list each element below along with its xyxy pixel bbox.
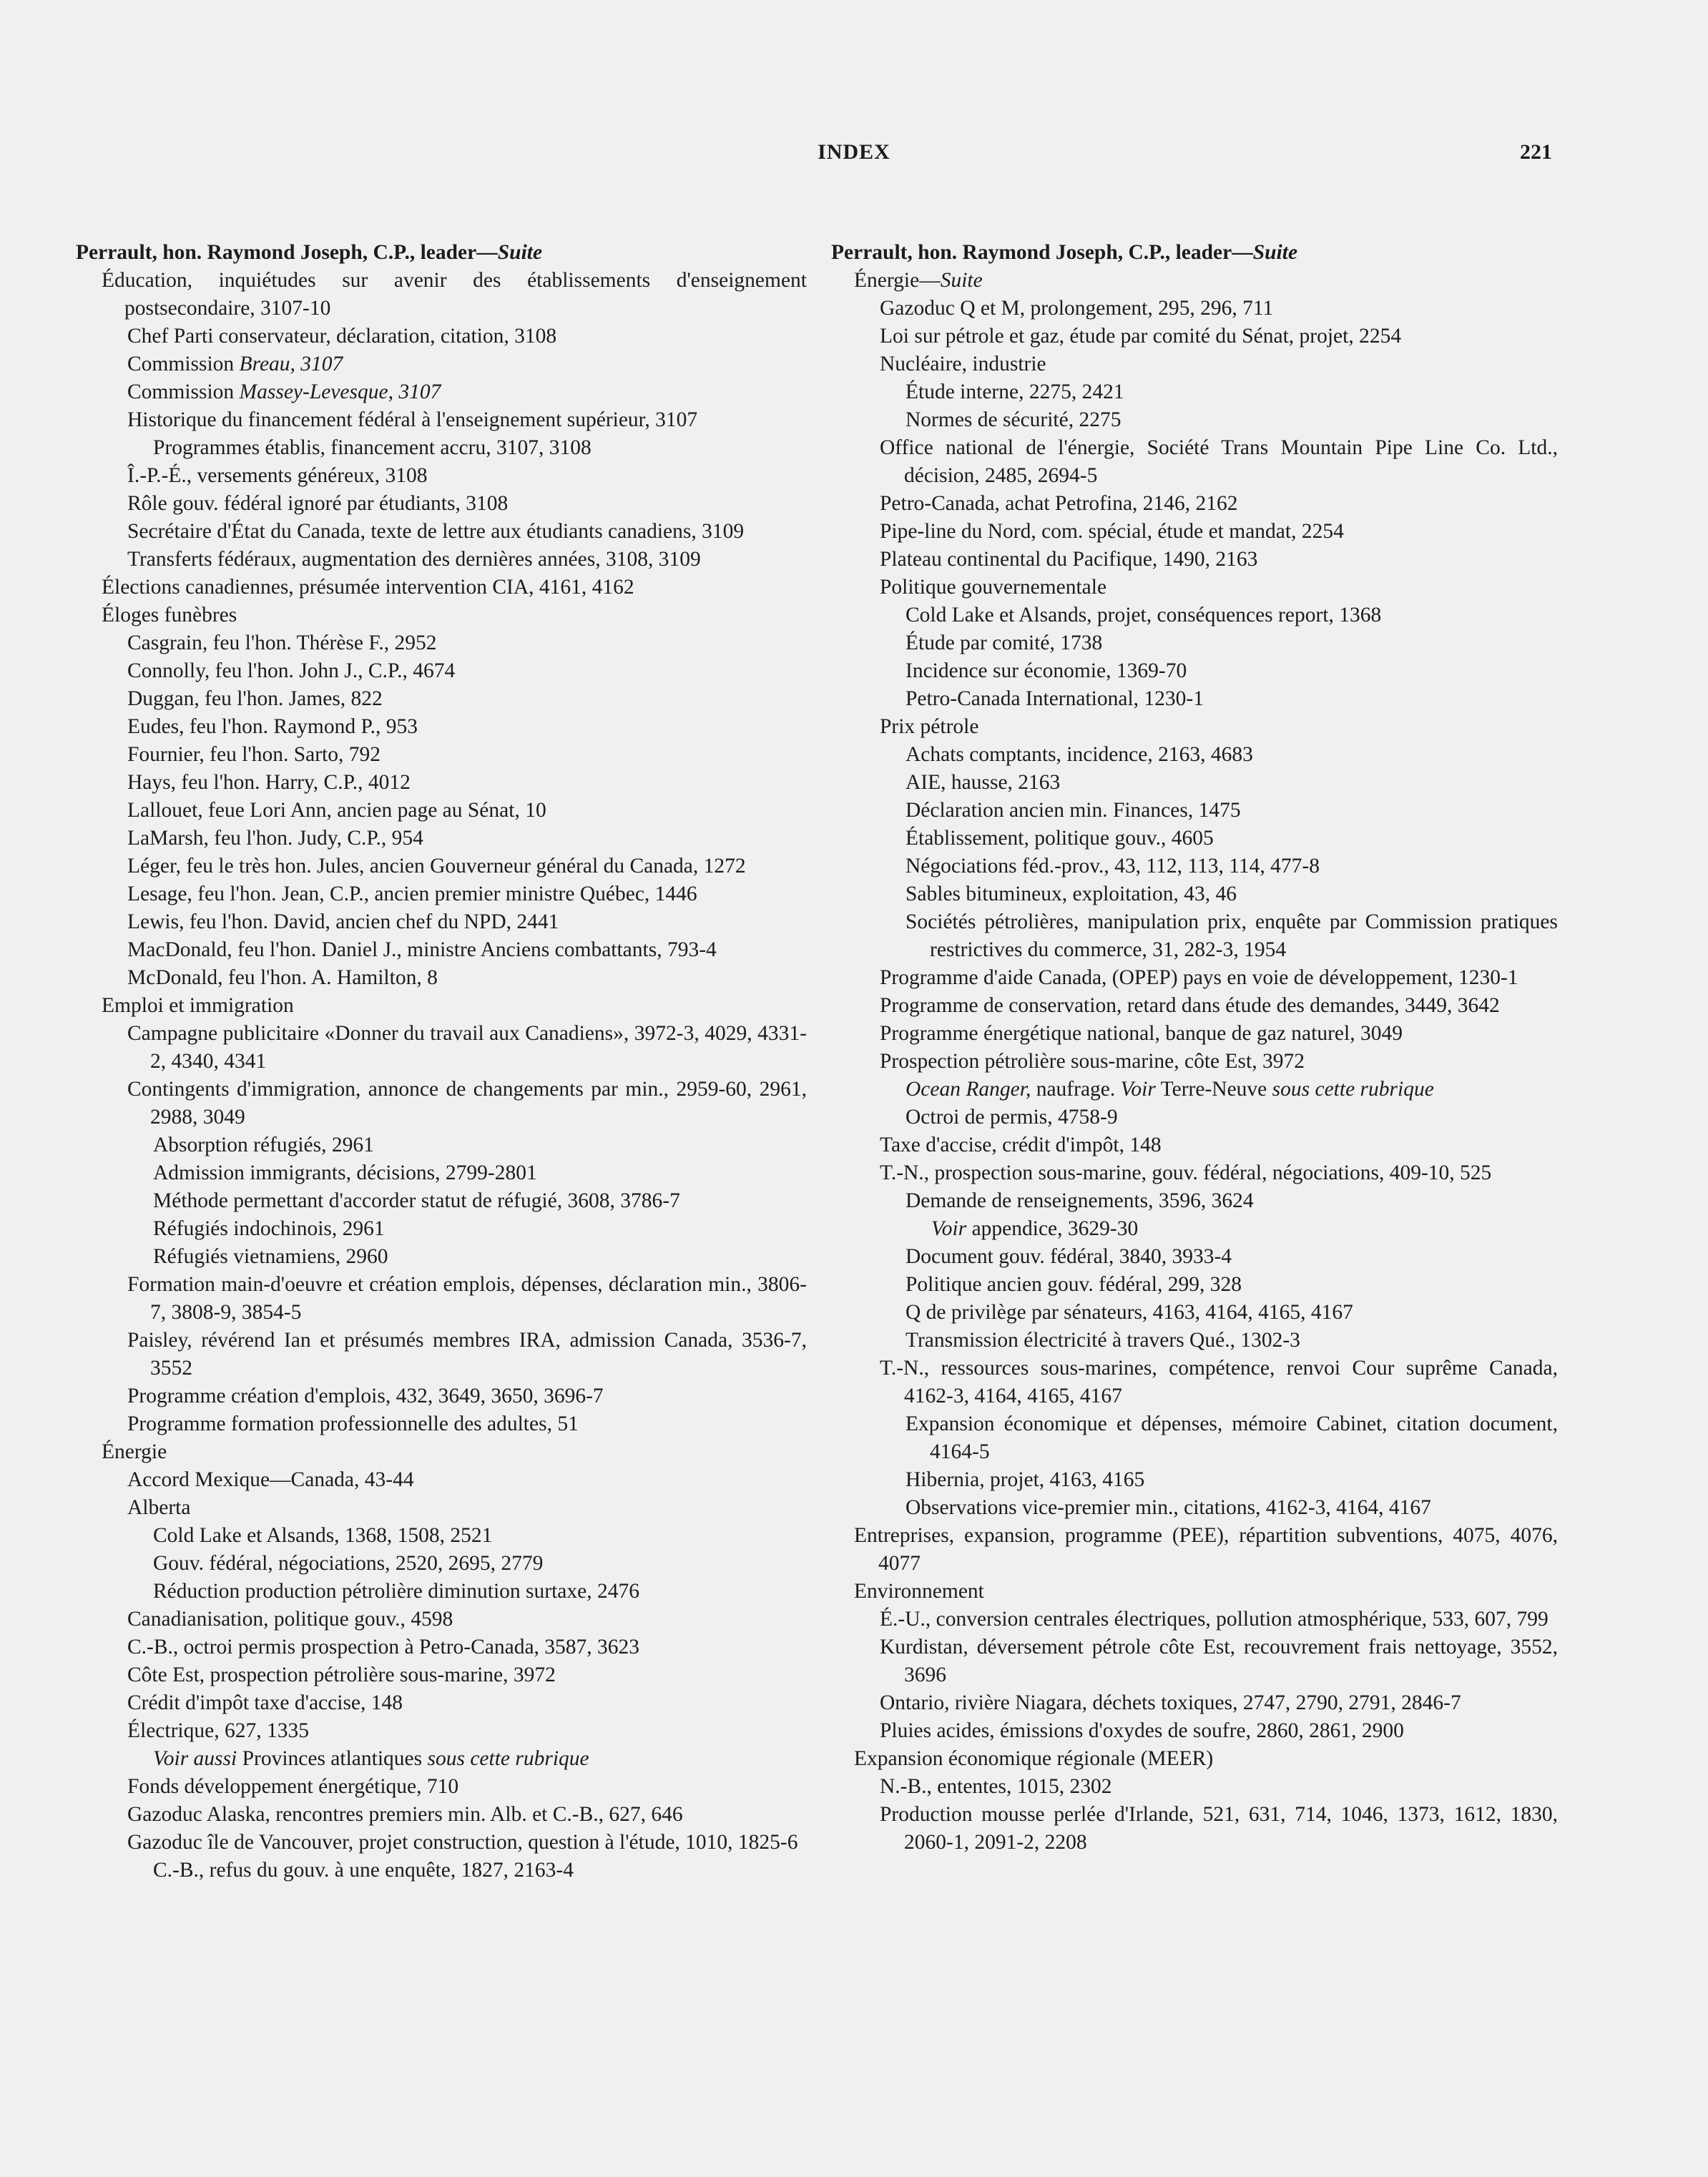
index-entry [831, 713, 1558, 741]
index-entry [831, 1271, 1558, 1299]
entry-text: Établissement, politique gouv., 4605 [905, 827, 1214, 850]
index-entry [831, 1076, 1558, 1104]
entry-suffix: sous cette rubrique [427, 1747, 589, 1770]
entry-text: Admission immigrants, décisions, 2799-2801 [153, 1161, 537, 1184]
entry-text: Commission [127, 380, 240, 403]
index-column-left [76, 239, 807, 1884]
entry-text: Historique du financement fédéral à l'enseignement supérieur, 3107 [127, 408, 698, 431]
entry-suffix: Suite [1252, 241, 1298, 264]
index-entry [76, 1717, 807, 1745]
entry-text: Cold Lake et Alsands, projet, conséquences report, 1368 [905, 604, 1382, 626]
index-entry [76, 574, 807, 601]
index-entry [831, 378, 1558, 406]
index-entry [76, 880, 807, 908]
index-entry [76, 1522, 807, 1550]
index-entry [76, 1076, 807, 1131]
index-entry [76, 825, 807, 852]
index-entry [76, 685, 807, 713]
entry-text: Prix pétrole [880, 715, 979, 738]
index-entry [831, 574, 1558, 601]
index-entry [831, 546, 1558, 574]
entry-text: Perrault, hon. Raymond Joseph, C.P., leader— [76, 241, 498, 264]
page-header [0, 140, 1708, 176]
index-entry [831, 601, 1558, 629]
entry-text: Production mousse perlée d'Irlande, 521, 631, 714, 1046, 1373, 1612, 1830, 2060-1, 2091-2, 2208 [880, 1803, 1558, 1854]
entry-text: Éducation, inquiétudes sur avenir des établissements d'enseignement postsecondaire, 3107-10 [102, 269, 807, 320]
entry-text: Étude par comité, 1738 [905, 632, 1103, 654]
entry-text: Gouv. fédéral, négociations, 2520, 2695, 2779 [153, 1552, 544, 1575]
entry-suffix: Suite [940, 269, 983, 292]
index-entry [831, 908, 1558, 964]
entry-text: T.-N., prospection sous-marine, gouv. fédéral, négociations, 409-10, 525 [880, 1161, 1492, 1184]
index-entry [831, 406, 1558, 434]
index-entry [831, 769, 1558, 797]
index-entry [76, 769, 807, 797]
index-entry [831, 1243, 1558, 1271]
index-entry [831, 1606, 1558, 1633]
entry-text: Politique ancien gouv. fédéral, 299, 328 [905, 1273, 1242, 1296]
index-entry [831, 1494, 1558, 1522]
entry-text: Commission [127, 353, 240, 375]
entry-text: Chef Parti conservateur, déclaration, citation, 3108 [127, 325, 557, 348]
index-entry [76, 490, 807, 518]
index-entry [76, 1578, 807, 1606]
entry-text: Prospection pétrolière sous-marine, côte Est, 3972 [880, 1050, 1305, 1073]
entry-suffix: Breau, 3107 [239, 353, 343, 375]
entry-text: C.-B., octroi permis prospection à Petro-Canada, 3587, 3623 [127, 1636, 640, 1658]
entry-text: Octroi de permis, 4758-9 [905, 1106, 1118, 1129]
entry-text: Programmes établis, financement accru, 3107, 3108 [153, 436, 592, 459]
entry-text: Politique gouvernementale [880, 576, 1107, 599]
entry-text: Lewis, feu l'hon. David, ancien chef du NPD, 2441 [127, 910, 559, 933]
index-entry [76, 1215, 807, 1243]
index-entry [76, 713, 807, 741]
index-entry [76, 964, 807, 992]
index-entry [76, 1243, 807, 1271]
entry-text: Pipe-line du Nord, com. spécial, étude et mandat, 2254 [880, 520, 1344, 543]
entry-text: Perrault, hon. Raymond Joseph, C.P., leader— [831, 241, 1253, 264]
entry-text: Programme formation professionnelle des adultes, 51 [127, 1412, 579, 1435]
index-entry [831, 1578, 1558, 1606]
entry-text: Hibernia, projet, 4163, 4165 [905, 1468, 1145, 1491]
index-entry [76, 378, 807, 406]
index-entry [831, 825, 1558, 852]
index-entry [76, 601, 807, 629]
entry-text: Sables bitumineux, exploitation, 43, 46 [905, 883, 1237, 905]
entry-text: Lallouet, feue Lori Ann, ancien page au Sénat, 10 [127, 799, 546, 822]
index-entry [76, 1494, 807, 1522]
index-entry [76, 1410, 807, 1438]
index-column-right [831, 239, 1558, 1857]
entry-text: Q de privilège par sénateurs, 4163, 4164, 4165, 4167 [905, 1301, 1353, 1324]
entry-text: Expansion économique régionale (MEER) [854, 1747, 1214, 1770]
entry-mid: Voir [1120, 1078, 1156, 1101]
entry-text: Connolly, feu l'hon. John J., C.P., 4674 [127, 659, 456, 682]
entry-text: Programme création d'emplois, 432, 3649, 3650, 3696-7 [127, 1385, 604, 1407]
index-entry [831, 518, 1558, 546]
index-entry [831, 1689, 1558, 1717]
entry-text: Document gouv. fédéral, 3840, 3933-4 [905, 1245, 1232, 1268]
entry-prefix: Voir aussi [153, 1747, 237, 1770]
index-entry [831, 1717, 1558, 1745]
entry-text: Transferts fédéraux, augmentation des dernières années, 3108, 3109 [127, 548, 701, 571]
entry-text: appendice, 3629-30 [966, 1217, 1139, 1240]
index-entry [76, 267, 807, 323]
entry-text: Formation main-d'oeuvre et création emplois, dépenses, déclaration min., 3806-7, 3808-9, 3854-5 [127, 1273, 807, 1324]
entry-text: Éloges funèbres [102, 604, 237, 626]
entry-text: Programme de conservation, retard dans étude des demandes, 3449, 3642 [880, 994, 1500, 1017]
index-entry [76, 1327, 807, 1382]
entry-suffix: Massey-Levesque, 3107 [239, 380, 441, 403]
index-entry [76, 908, 807, 936]
entry-text: Canadianisation, politique gouv., 4598 [127, 1608, 453, 1631]
index-entry [76, 1550, 807, 1578]
entry-text: Provinces atlantiques [237, 1747, 428, 1770]
entry-suffix: sous cette rubrique [1272, 1078, 1434, 1101]
entry-text: McDonald, feu l'hon. A. Hamilton, 8 [127, 966, 438, 989]
index-entry [831, 852, 1558, 880]
index-entry [831, 1466, 1558, 1494]
entry-text: Office national de l'énergie, Société Trans Mountain Pipe Line Co. Ltd., décision, 2485, 2694-5 [880, 436, 1558, 487]
index-entry [76, 1382, 807, 1410]
index-entry [76, 992, 807, 1020]
index-entry [831, 1327, 1558, 1355]
entry-text: Cold Lake et Alsands, 1368, 1508, 2521 [153, 1524, 493, 1547]
page-title: INDEX [818, 140, 890, 164]
index-entry [76, 350, 807, 378]
index-entry [76, 1606, 807, 1633]
index-entry [76, 1829, 807, 1857]
index-entry [831, 657, 1558, 685]
entry-text: Emploi et immigration [102, 994, 294, 1017]
entry-text: Crédit d'impôt taxe d'accise, 148 [127, 1691, 403, 1714]
entry-text: MacDonald, feu l'hon. Daniel J., ministre Anciens combattants, 793-4 [127, 938, 717, 961]
entry-text: Taxe d'accise, crédit d'impôt, 148 [880, 1134, 1162, 1156]
index-entry [76, 629, 807, 657]
index-entry [831, 741, 1558, 769]
index-entry [76, 518, 807, 546]
index-entry [831, 1773, 1558, 1801]
entry-text: Expansion économique et dépenses, mémoire Cabinet, citation document, 4164-5 [905, 1412, 1558, 1463]
index-entry [76, 1131, 807, 1159]
entry-text: Loi sur pétrole et gaz, étude par comité du Sénat, projet, 2254 [880, 325, 1402, 348]
entry-text: Fournier, feu l'hon. Sarto, 792 [127, 743, 381, 766]
entry-text: Déclaration ancien min. Finances, 1475 [905, 799, 1241, 822]
entry-text: Paisley, révérend Ian et présumés membres IRA, admission Canada, 3536-7, 3552 [127, 1329, 807, 1380]
index-entry [831, 992, 1558, 1020]
index-entry [76, 434, 807, 462]
index-entry [831, 1020, 1558, 1048]
index-entry [831, 434, 1558, 490]
entry-prefix: Voir [931, 1217, 967, 1240]
index-entry [831, 1048, 1558, 1076]
entry-text: Électrique, 627, 1335 [127, 1719, 309, 1742]
index-entry [831, 1187, 1558, 1215]
entry-text: Gazoduc Alaska, rencontres premiers min. Alb. et C.-B., 627, 646 [127, 1803, 683, 1826]
entry-text: Entreprises, expansion, programme (PEE), répartition subventions, 4075, 4076, 4077 [854, 1524, 1558, 1575]
entry-text: Étude interne, 2275, 2421 [905, 380, 1124, 403]
entry-text: Contingents d'immigration, annonce de changements par min., 2959-60, 2961, 2988, 3049 [127, 1078, 807, 1129]
index-entry [831, 964, 1558, 992]
entry-text: Méthode permettant d'accorder statut de réfugié, 3608, 3786-7 [153, 1189, 680, 1212]
index-entry [76, 1187, 807, 1215]
entry-text: Énergie— [854, 269, 941, 292]
entry-text: Pluies acides, émissions d'oxydes de soufre, 2860, 2861, 2900 [880, 1719, 1404, 1742]
index-entry [831, 323, 1558, 350]
index-entry [76, 1801, 807, 1829]
index-entry [76, 1773, 807, 1801]
entry-text: Sociétés pétrolières, manipulation prix, enquête par Commission pratiques restrictives du commerce, 31, 282-3, 1954 [905, 910, 1558, 961]
entry-text: naufrage. [1031, 1078, 1121, 1101]
index-entry [76, 1438, 807, 1466]
entry-prefix: Ocean Ranger, [905, 1078, 1031, 1101]
index-entry [831, 1633, 1558, 1689]
entry-text: Secrétaire d'État du Canada, texte de lettre aux étudiants canadiens, 3109 [127, 520, 745, 543]
index-entry [76, 741, 807, 769]
index-entry [76, 1020, 807, 1076]
entry-text: Transmission électricité à travers Qué., 1302-3 [905, 1329, 1300, 1352]
entry-text: Réfugiés indochinois, 2961 [153, 1217, 385, 1240]
index-entry [831, 1355, 1558, 1410]
entry-text: Demande de renseignements, 3596, 3624 [905, 1189, 1254, 1212]
entry-text: Lesage, feu l'hon. Jean, C.P., ancien premier ministre Québec, 1446 [127, 883, 697, 905]
entry-text: T.-N., ressources sous-marines, compétence, renvoi Cour suprême Canada, 4162-3, 4164, 4165, 4167 [880, 1357, 1558, 1407]
entry-text2: Terre-Neuve [1155, 1078, 1272, 1101]
index-entry [76, 1466, 807, 1494]
index-entry [76, 462, 807, 490]
index-entry [831, 629, 1558, 657]
index-entry [76, 936, 807, 964]
index-entry [76, 323, 807, 350]
entry-text: Petro-Canada International, 1230-1 [905, 687, 1204, 710]
entry-text: Petro-Canada, achat Petrofina, 2146, 2162 [880, 492, 1238, 515]
entry-text: Incidence sur économie, 1369-70 [905, 659, 1187, 682]
entry-text: Réduction production pétrolière diminution surtaxe, 2476 [153, 1580, 639, 1603]
index-entry [831, 1522, 1558, 1578]
entry-text: Réfugiés vietnamiens, 2960 [153, 1245, 388, 1268]
index-entry [831, 490, 1558, 518]
index-entry [831, 350, 1558, 378]
index-entry [831, 1159, 1558, 1187]
entry-text: Campagne publicitaire «Donner du travail aux Canadiens», 3972-3, 4029, 4331-2, 4340, 4341 [127, 1022, 807, 1073]
entry-text: Énergie [102, 1440, 167, 1463]
index-entry [76, 1745, 807, 1773]
index-entry [76, 1661, 807, 1689]
entry-text: É.-U., conversion centrales électriques, pollution atmosphérique, 533, 607, 799 [880, 1608, 1549, 1631]
index-entry [76, 1271, 807, 1327]
index-entry [831, 1745, 1558, 1773]
entry-text: Absorption réfugiés, 2961 [153, 1134, 374, 1156]
entry-text: Négociations féd.-prov., 43, 112, 113, 114, 477-8 [905, 855, 1320, 878]
index-entry [76, 546, 807, 574]
page-number: 221 [1520, 140, 1552, 164]
index-entry [831, 267, 1558, 295]
index-entry [831, 1299, 1558, 1327]
entry-text: Eudes, feu l'hon. Raymond P., 953 [127, 715, 418, 738]
index-entry [831, 1801, 1558, 1857]
entry-text: Î.-P.-É., versements généreux, 3108 [127, 464, 428, 487]
index-entry [831, 685, 1558, 713]
entry-text: Nucléaire, industrie [880, 353, 1046, 375]
index-entry [76, 657, 807, 685]
entry-text: Élections canadiennes, présumée intervention CIA, 4161, 4162 [102, 576, 634, 599]
entry-text: Rôle gouv. fédéral ignoré par étudiants, 3108 [127, 492, 509, 515]
entry-text: Accord Mexique—Canada, 43-44 [127, 1468, 414, 1491]
index-entry [76, 1633, 807, 1661]
index-entry [831, 1410, 1558, 1466]
index-entry [76, 1857, 807, 1884]
entry-text: Léger, feu le très hon. Jules, ancien Gouverneur général du Canada, 1272 [127, 855, 746, 878]
index-entry [76, 852, 807, 880]
index-entry [76, 1159, 807, 1187]
entry-text: Hays, feu l'hon. Harry, C.P., 4012 [127, 771, 411, 794]
entry-text: N.-B., ententes, 1015, 2302 [880, 1775, 1112, 1798]
entry-text: C.-B., refus du gouv. à une enquête, 1827, 2163-4 [153, 1859, 574, 1882]
index-entry [831, 1131, 1558, 1159]
index-entry [76, 406, 807, 434]
entry-text: AIE, hausse, 2163 [905, 771, 1061, 794]
index-heading [76, 239, 807, 267]
entry-text: Achats comptants, incidence, 2163, 4683 [905, 743, 1253, 766]
entry-text: Plateau continental du Pacifique, 1490, 2163 [880, 548, 1258, 571]
index-entry [831, 1215, 1558, 1243]
entry-text: Environnement [854, 1580, 984, 1603]
entry-text: Duggan, feu l'hon. James, 822 [127, 687, 383, 710]
entry-text: Ontario, rivière Niagara, déchets toxiques, 2747, 2790, 2791, 2846-7 [880, 1691, 1461, 1714]
entry-text: Côte Est, prospection pétrolière sous-marine, 3972 [127, 1664, 556, 1686]
index-entry [831, 295, 1558, 323]
index-entry [831, 880, 1558, 908]
entry-text: Kurdistan, déversement pétrole côte Est, recouvrement frais nettoyage, 3552, 3696 [880, 1636, 1558, 1686]
index-heading [831, 239, 1558, 267]
index-entry [831, 1104, 1558, 1131]
entry-text: Gazoduc île de Vancouver, projet construction, question à l'étude, 1010, 1825-6 [127, 1831, 798, 1854]
entry-text: Alberta [127, 1496, 191, 1519]
entry-text: Casgrain, feu l'hon. Thérèse F., 2952 [127, 632, 437, 654]
entry-suffix: Suite [497, 241, 543, 264]
entry-text: LaMarsh, feu l'hon. Judy, C.P., 954 [127, 827, 423, 850]
entry-text: Gazoduc Q et M, prolongement, 295, 296, 711 [880, 297, 1274, 320]
entry-text: Observations vice-premier min., citations, 4162-3, 4164, 4167 [905, 1496, 1431, 1519]
entry-text: Programme énergétique national, banque de gaz naturel, 3049 [880, 1022, 1403, 1045]
entry-text: Normes de sécurité, 2275 [905, 408, 1122, 431]
index-entry [76, 797, 807, 825]
index-entry [76, 1689, 807, 1717]
entry-text: Fonds développement énergétique, 710 [127, 1775, 459, 1798]
index-entry [831, 797, 1558, 825]
entry-text: Programme d'aide Canada, (OPEP) pays en voie de développement, 1230-1 [880, 966, 1518, 989]
